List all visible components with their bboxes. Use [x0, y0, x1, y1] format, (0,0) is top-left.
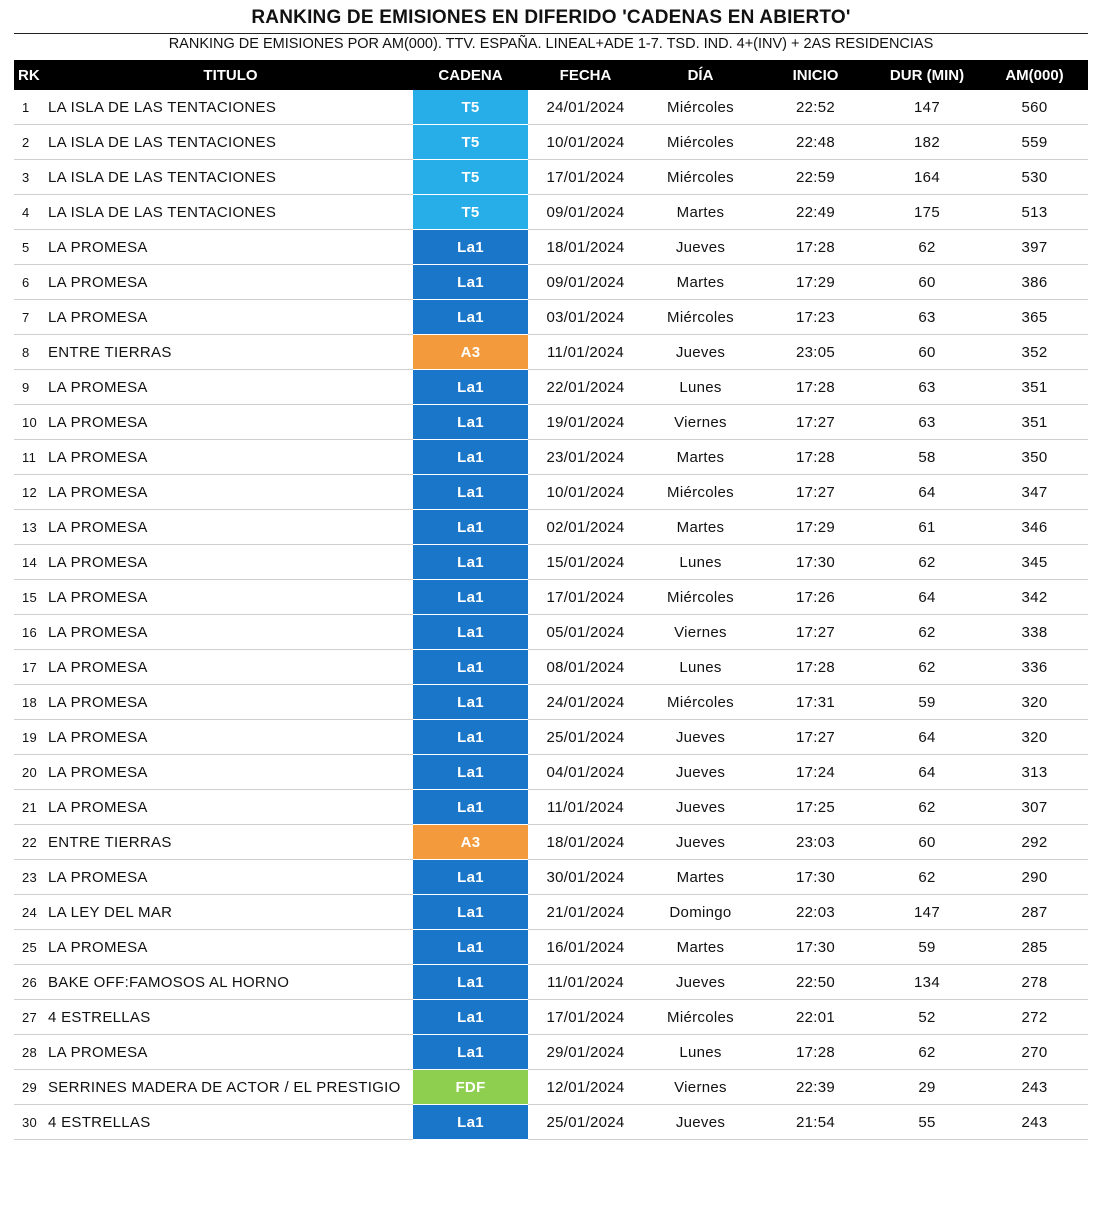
table-row [14, 195, 1088, 230]
table-row [14, 895, 1088, 930]
cell-dia: Miércoles [643, 90, 758, 125]
table-row [14, 545, 1088, 580]
channel-badge: La1 [413, 1105, 528, 1140]
cell-inicio: 17:28 [758, 440, 873, 475]
header-titulo: TITULO [48, 60, 413, 90]
cell-inicio: 17:28 [758, 230, 873, 265]
cell-inicio: 17:25 [758, 790, 873, 825]
cell-dia: Miércoles [643, 1000, 758, 1035]
cell-inicio: 17:27 [758, 475, 873, 510]
table-row [14, 405, 1088, 440]
cell-inicio: 17:28 [758, 370, 873, 405]
cell-dia: Martes [643, 195, 758, 230]
cell-dia: Jueves [643, 1105, 758, 1140]
cell-titulo: LA PROMESA [48, 265, 413, 300]
cell-fecha: 24/01/2024 [528, 90, 643, 125]
cell-rk: 23 [14, 860, 48, 895]
cell-rk: 13 [14, 510, 48, 545]
cell-dia: Viernes [643, 1070, 758, 1105]
cell-inicio: 22:39 [758, 1070, 873, 1105]
table-header [14, 60, 1088, 90]
cell-rk: 19 [14, 720, 48, 755]
cell-titulo: ENTRE TIERRAS [48, 825, 413, 860]
cell-dur: 58 [873, 440, 981, 475]
cell-dur: 64 [873, 580, 981, 615]
table-row [14, 965, 1088, 1000]
cell-inicio: 17:23 [758, 300, 873, 335]
cell-dur: 62 [873, 1035, 981, 1070]
channel-badge: La1 [413, 510, 528, 545]
table-row [14, 335, 1088, 370]
table-row [14, 825, 1088, 860]
cell-titulo: LA PROMESA [48, 300, 413, 335]
cell-dur: 60 [873, 335, 981, 370]
cell-am: 338 [981, 615, 1088, 650]
table-row [14, 1070, 1088, 1105]
cell-fecha: 08/01/2024 [528, 650, 643, 685]
channel-badge: FDF [413, 1070, 528, 1105]
cell-fecha: 09/01/2024 [528, 265, 643, 300]
cell-am: 307 [981, 790, 1088, 825]
table-row [14, 755, 1088, 790]
cell-rk: 20 [14, 755, 48, 790]
cell-titulo: LA PROMESA [48, 615, 413, 650]
table-row [14, 685, 1088, 720]
cell-dur: 175 [873, 195, 981, 230]
channel-badge: La1 [413, 230, 528, 265]
cell-titulo: LA ISLA DE LAS TENTACIONES [48, 125, 413, 160]
cell-am: 351 [981, 405, 1088, 440]
cell-dia: Jueves [643, 825, 758, 860]
cell-fecha: 10/01/2024 [528, 475, 643, 510]
cell-rk: 8 [14, 335, 48, 370]
cell-dur: 60 [873, 825, 981, 860]
table-row [14, 440, 1088, 475]
cell-dur: 61 [873, 510, 981, 545]
cell-inicio: 22:49 [758, 195, 873, 230]
cell-fecha: 19/01/2024 [528, 405, 643, 440]
cell-rk: 17 [14, 650, 48, 685]
cell-rk: 15 [14, 580, 48, 615]
header-am: AM(000) [981, 60, 1088, 90]
cell-titulo: ENTRE TIERRAS [48, 335, 413, 370]
cell-titulo: LA PROMESA [48, 860, 413, 895]
cell-fecha: 12/01/2024 [528, 1070, 643, 1105]
cell-fecha: 04/01/2024 [528, 755, 643, 790]
cell-am: 313 [981, 755, 1088, 790]
cell-fecha: 25/01/2024 [528, 720, 643, 755]
cell-fecha: 11/01/2024 [528, 790, 643, 825]
cell-fecha: 24/01/2024 [528, 685, 643, 720]
cell-dur: 29 [873, 1070, 981, 1105]
cell-dia: Martes [643, 930, 758, 965]
cell-fecha: 17/01/2024 [528, 1000, 643, 1035]
cell-fecha: 03/01/2024 [528, 300, 643, 335]
cell-fecha: 11/01/2024 [528, 335, 643, 370]
cell-inicio: 23:03 [758, 825, 873, 860]
cell-inicio: 22:52 [758, 90, 873, 125]
cell-dur: 59 [873, 930, 981, 965]
channel-badge: La1 [413, 790, 528, 825]
cell-dur: 55 [873, 1105, 981, 1140]
cell-dia: Viernes [643, 405, 758, 440]
cell-fecha: 17/01/2024 [528, 580, 643, 615]
cell-am: 345 [981, 545, 1088, 580]
cell-inicio: 17:30 [758, 860, 873, 895]
cell-am: 320 [981, 720, 1088, 755]
table-row [14, 1105, 1088, 1140]
cell-rk: 26 [14, 965, 48, 1000]
cell-am: 397 [981, 230, 1088, 265]
cell-dia: Miércoles [643, 160, 758, 195]
cell-dia: Jueves [643, 790, 758, 825]
cell-dur: 62 [873, 790, 981, 825]
cell-inicio: 17:28 [758, 1035, 873, 1070]
cell-dia: Miércoles [643, 580, 758, 615]
table-row [14, 930, 1088, 965]
cell-inicio: 17:26 [758, 580, 873, 615]
cell-rk: 6 [14, 265, 48, 300]
table-body [14, 90, 1088, 1140]
cell-rk: 22 [14, 825, 48, 860]
cell-am: 272 [981, 1000, 1088, 1035]
table-row [14, 790, 1088, 825]
report [14, 0, 1088, 1140]
cell-inicio: 17:30 [758, 930, 873, 965]
cell-fecha: 21/01/2024 [528, 895, 643, 930]
cell-dia: Miércoles [643, 300, 758, 335]
table-row [14, 1035, 1088, 1070]
cell-titulo: LA PROMESA [48, 1035, 413, 1070]
cell-rk: 28 [14, 1035, 48, 1070]
cell-dur: 62 [873, 615, 981, 650]
channel-badge: La1 [413, 615, 528, 650]
cell-fecha: 05/01/2024 [528, 615, 643, 650]
cell-dur: 60 [873, 265, 981, 300]
cell-dia: Jueves [643, 720, 758, 755]
cell-inicio: 17:24 [758, 755, 873, 790]
cell-dia: Lunes [643, 650, 758, 685]
cell-dur: 64 [873, 475, 981, 510]
table-row [14, 90, 1088, 125]
channel-badge: La1 [413, 755, 528, 790]
table-row [14, 125, 1088, 160]
cell-titulo: LA PROMESA [48, 580, 413, 615]
cell-titulo: LA ISLA DE LAS TENTACIONES [48, 90, 413, 125]
channel-badge: La1 [413, 685, 528, 720]
cell-titulo: LA PROMESA [48, 930, 413, 965]
cell-titulo: LA ISLA DE LAS TENTACIONES [48, 160, 413, 195]
cell-titulo: LA PROMESA [48, 755, 413, 790]
cell-dia: Miércoles [643, 475, 758, 510]
cell-inicio: 22:59 [758, 160, 873, 195]
cell-fecha: 02/01/2024 [528, 510, 643, 545]
cell-am: 270 [981, 1035, 1088, 1070]
cell-dur: 62 [873, 650, 981, 685]
channel-badge: A3 [413, 825, 528, 860]
table-row [14, 615, 1088, 650]
cell-am: 320 [981, 685, 1088, 720]
cell-dia: Miércoles [643, 125, 758, 160]
cell-fecha: 23/01/2024 [528, 440, 643, 475]
channel-badge: La1 [413, 475, 528, 510]
cell-fecha: 11/01/2024 [528, 965, 643, 1000]
table-row [14, 580, 1088, 615]
cell-rk: 27 [14, 1000, 48, 1035]
cell-inicio: 17:27 [758, 615, 873, 650]
table-row [14, 650, 1088, 685]
cell-am: 559 [981, 125, 1088, 160]
table-row [14, 265, 1088, 300]
table-row [14, 475, 1088, 510]
cell-dur: 52 [873, 1000, 981, 1035]
cell-dur: 147 [873, 895, 981, 930]
cell-inicio: 22:48 [758, 125, 873, 160]
header-rk: RK [14, 60, 48, 90]
cell-titulo: LA PROMESA [48, 510, 413, 545]
cell-am: 292 [981, 825, 1088, 860]
cell-inicio: 22:03 [758, 895, 873, 930]
cell-inicio: 17:27 [758, 405, 873, 440]
channel-badge: La1 [413, 650, 528, 685]
cell-rk: 3 [14, 160, 48, 195]
channel-badge: La1 [413, 440, 528, 475]
channel-badge: La1 [413, 580, 528, 615]
cell-rk: 16 [14, 615, 48, 650]
cell-rk: 12 [14, 475, 48, 510]
cell-am: 350 [981, 440, 1088, 475]
table-row [14, 370, 1088, 405]
table-row [14, 510, 1088, 545]
cell-inicio: 17:30 [758, 545, 873, 580]
cell-dia: Domingo [643, 895, 758, 930]
cell-am: 347 [981, 475, 1088, 510]
cell-dia: Viernes [643, 615, 758, 650]
cell-titulo: LA ISLA DE LAS TENTACIONES [48, 195, 413, 230]
channel-badge: T5 [413, 90, 528, 125]
cell-dur: 164 [873, 160, 981, 195]
cell-rk: 10 [14, 405, 48, 440]
cell-am: 290 [981, 860, 1088, 895]
cell-dia: Martes [643, 860, 758, 895]
cell-am: 278 [981, 965, 1088, 1000]
cell-fecha: 25/01/2024 [528, 1105, 643, 1140]
cell-dur: 64 [873, 755, 981, 790]
cell-dur: 63 [873, 405, 981, 440]
cell-titulo: LA PROMESA [48, 790, 413, 825]
cell-dur: 62 [873, 230, 981, 265]
cell-rk: 5 [14, 230, 48, 265]
cell-dur: 134 [873, 965, 981, 1000]
cell-dia: Martes [643, 265, 758, 300]
cell-dia: Jueves [643, 335, 758, 370]
cell-titulo: LA PROMESA [48, 475, 413, 510]
cell-titulo: LA LEY DEL MAR [48, 895, 413, 930]
cell-rk: 29 [14, 1070, 48, 1105]
cell-titulo: LA PROMESA [48, 720, 413, 755]
cell-fecha: 10/01/2024 [528, 125, 643, 160]
cell-dur: 59 [873, 685, 981, 720]
channel-badge: La1 [413, 405, 528, 440]
cell-dur: 182 [873, 125, 981, 160]
cell-am: 346 [981, 510, 1088, 545]
channel-badge: T5 [413, 195, 528, 230]
header-inicio: INICIO [758, 60, 873, 90]
cell-inicio: 17:29 [758, 265, 873, 300]
table-row [14, 160, 1088, 195]
cell-rk: 11 [14, 440, 48, 475]
cell-dur: 62 [873, 545, 981, 580]
cell-dur: 63 [873, 370, 981, 405]
cell-am: 352 [981, 335, 1088, 370]
cell-inicio: 17:29 [758, 510, 873, 545]
cell-am: 365 [981, 300, 1088, 335]
cell-am: 336 [981, 650, 1088, 685]
cell-titulo: 4 ESTRELLAS [48, 1000, 413, 1035]
cell-fecha: 18/01/2024 [528, 230, 643, 265]
cell-titulo: SERRINES MADERA DE ACTOR / EL PRESTIGIO [48, 1070, 413, 1105]
cell-fecha: 18/01/2024 [528, 825, 643, 860]
report-title: RANKING DE EMISIONES EN DIFERIDO 'CADENAS EN ABIERTO' [14, 0, 1088, 34]
cell-am: 351 [981, 370, 1088, 405]
cell-fecha: 17/01/2024 [528, 160, 643, 195]
cell-dia: Miércoles [643, 685, 758, 720]
cell-fecha: 09/01/2024 [528, 195, 643, 230]
cell-am: 530 [981, 160, 1088, 195]
cell-dur: 63 [873, 300, 981, 335]
channel-badge: A3 [413, 335, 528, 370]
cell-fecha: 16/01/2024 [528, 930, 643, 965]
cell-rk: 4 [14, 195, 48, 230]
cell-inicio: 22:01 [758, 1000, 873, 1035]
table-row [14, 720, 1088, 755]
cell-fecha: 15/01/2024 [528, 545, 643, 580]
cell-am: 386 [981, 265, 1088, 300]
channel-badge: La1 [413, 720, 528, 755]
cell-titulo: BAKE OFF:FAMOSOS AL HORNO [48, 965, 413, 1000]
cell-titulo: 4 ESTRELLAS [48, 1105, 413, 1140]
cell-rk: 7 [14, 300, 48, 335]
channel-badge: La1 [413, 370, 528, 405]
header-dur: DUR (MIN) [873, 60, 981, 90]
cell-inicio: 22:50 [758, 965, 873, 1000]
cell-titulo: LA PROMESA [48, 685, 413, 720]
channel-badge: T5 [413, 160, 528, 195]
cell-rk: 21 [14, 790, 48, 825]
channel-badge: La1 [413, 1000, 528, 1035]
channel-badge: La1 [413, 965, 528, 1000]
cell-fecha: 29/01/2024 [528, 1035, 643, 1070]
cell-dur: 62 [873, 860, 981, 895]
cell-inicio: 23:05 [758, 335, 873, 370]
cell-rk: 25 [14, 930, 48, 965]
cell-titulo: LA PROMESA [48, 370, 413, 405]
cell-am: 243 [981, 1105, 1088, 1140]
cell-dia: Jueves [643, 230, 758, 265]
channel-badge: La1 [413, 930, 528, 965]
cell-rk: 1 [14, 90, 48, 125]
report-subtitle: RANKING DE EMISIONES POR AM(000). TTV. ESPAÑA. LINEAL+ADE 1-7. TSD. IND. 4+(INV) + 2AS RESIDENCIAS [168, 36, 934, 52]
cell-am: 243 [981, 1070, 1088, 1105]
channel-badge: La1 [413, 860, 528, 895]
cell-rk: 14 [14, 545, 48, 580]
cell-dia: Lunes [643, 1035, 758, 1070]
cell-am: 285 [981, 930, 1088, 965]
cell-am: 287 [981, 895, 1088, 930]
table-row [14, 860, 1088, 895]
cell-inicio: 17:28 [758, 650, 873, 685]
cell-titulo: LA PROMESA [48, 650, 413, 685]
cell-inicio: 17:27 [758, 720, 873, 755]
channel-badge: La1 [413, 1035, 528, 1070]
cell-am: 342 [981, 580, 1088, 615]
header-dia: DÍA [643, 60, 758, 90]
ranking-table [14, 60, 1088, 1140]
cell-dia: Lunes [643, 370, 758, 405]
cell-dia: Martes [643, 510, 758, 545]
cell-fecha: 30/01/2024 [528, 860, 643, 895]
cell-am: 513 [981, 195, 1088, 230]
table-row [14, 230, 1088, 265]
header-cadena: CADENA [413, 60, 528, 90]
cell-rk: 9 [14, 370, 48, 405]
cell-rk: 18 [14, 685, 48, 720]
cell-rk: 24 [14, 895, 48, 930]
cell-inicio: 21:54 [758, 1105, 873, 1140]
channel-badge: La1 [413, 895, 528, 930]
channel-badge: La1 [413, 265, 528, 300]
cell-dia: Jueves [643, 965, 758, 1000]
channel-badge: T5 [413, 125, 528, 160]
cell-dia: Jueves [643, 755, 758, 790]
cell-rk: 30 [14, 1105, 48, 1140]
cell-dur: 147 [873, 90, 981, 125]
cell-dia: Martes [643, 440, 758, 475]
cell-titulo: LA PROMESA [48, 230, 413, 265]
cell-dur: 64 [873, 720, 981, 755]
header-fecha: FECHA [528, 60, 643, 90]
table-row [14, 300, 1088, 335]
cell-inicio: 17:31 [758, 685, 873, 720]
cell-am: 560 [981, 90, 1088, 125]
cell-titulo: LA PROMESA [48, 405, 413, 440]
channel-badge: La1 [413, 300, 528, 335]
channel-badge: La1 [413, 545, 528, 580]
cell-titulo: LA PROMESA [48, 440, 413, 475]
table-row [14, 1000, 1088, 1035]
cell-titulo: LA PROMESA [48, 545, 413, 580]
cell-fecha: 22/01/2024 [528, 370, 643, 405]
cell-rk: 2 [14, 125, 48, 160]
cell-dia: Lunes [643, 545, 758, 580]
